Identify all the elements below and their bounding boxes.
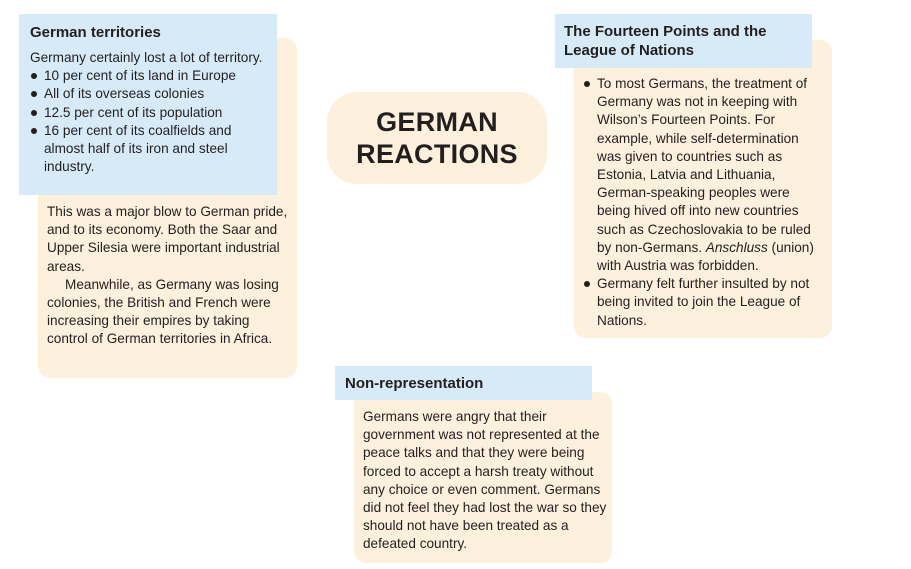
bullet-text-part: To most Germans, the treatment of Germany was not in keeping with Wilson’s Fourteen Points. For example, while self-determination was given to countries such as Estonia, Latvia and Lithuania, German-speaking peoples were being hived off into new countries such as Czechoslovakia to be ruled by non-Germans. [597, 76, 811, 255]
territories-bullet-list [30, 67, 270, 176]
territories-intro: Germany certainly lost a lot of territory. [30, 50, 263, 65]
central-title-box [327, 92, 547, 184]
anschluss-term: Anschluss [705, 239, 768, 255]
nonrep-header-box [335, 366, 592, 400]
territories-bullet: 10 per cent of its land in Europe [30, 67, 270, 85]
nonrep-heading: Non-representation [345, 375, 484, 392]
nonrep-text-box [354, 392, 612, 563]
nonrep-text: Germans were angry that their government was not represented at the peace talks and that they were being forced to accept a harsh treaty without any choice or even comment. Germans did not feel they had lost the war so they should not have been treated as a defeated country. [363, 409, 607, 552]
territories-heading: German territories [30, 24, 161, 41]
fourteen-points-header-box [555, 14, 812, 68]
central-title-line1: GERMAN [376, 107, 498, 137]
central-title-line2: REACTIONS [356, 139, 518, 169]
territories-header-box [19, 14, 277, 195]
fourteen-points-bullet-2: Germany felt further insulted by not being invited to join the League of Nations. [583, 275, 826, 330]
territories-para-1: This was a major blow to German pride, and to its economy. Both the Saar and Upper Silesia were important industrial areas. [47, 204, 288, 274]
territories-bullet: 16 per cent of its coalfields and almost half of its iron and steel industry. [30, 122, 270, 177]
fourteen-points-heading: The Fourteen Points and the League of Nations [564, 23, 767, 59]
fourteen-points-bullet-1 [583, 75, 826, 275]
fourteen-points-text-box [574, 40, 832, 338]
territories-bullet: All of its overseas colonies [30, 85, 270, 103]
territories-para-2: Meanwhile, as Germany was losing colonies, the British and French were increasing their empires by taking control of German territories in Africa. [47, 276, 279, 347]
fourteen-points-bullet-list [583, 75, 826, 330]
territories-bullet: 12.5 per cent of its population [30, 104, 270, 122]
central-title [356, 106, 518, 170]
bullet-text-part: (union) with Austria was forbidden. [597, 239, 814, 274]
